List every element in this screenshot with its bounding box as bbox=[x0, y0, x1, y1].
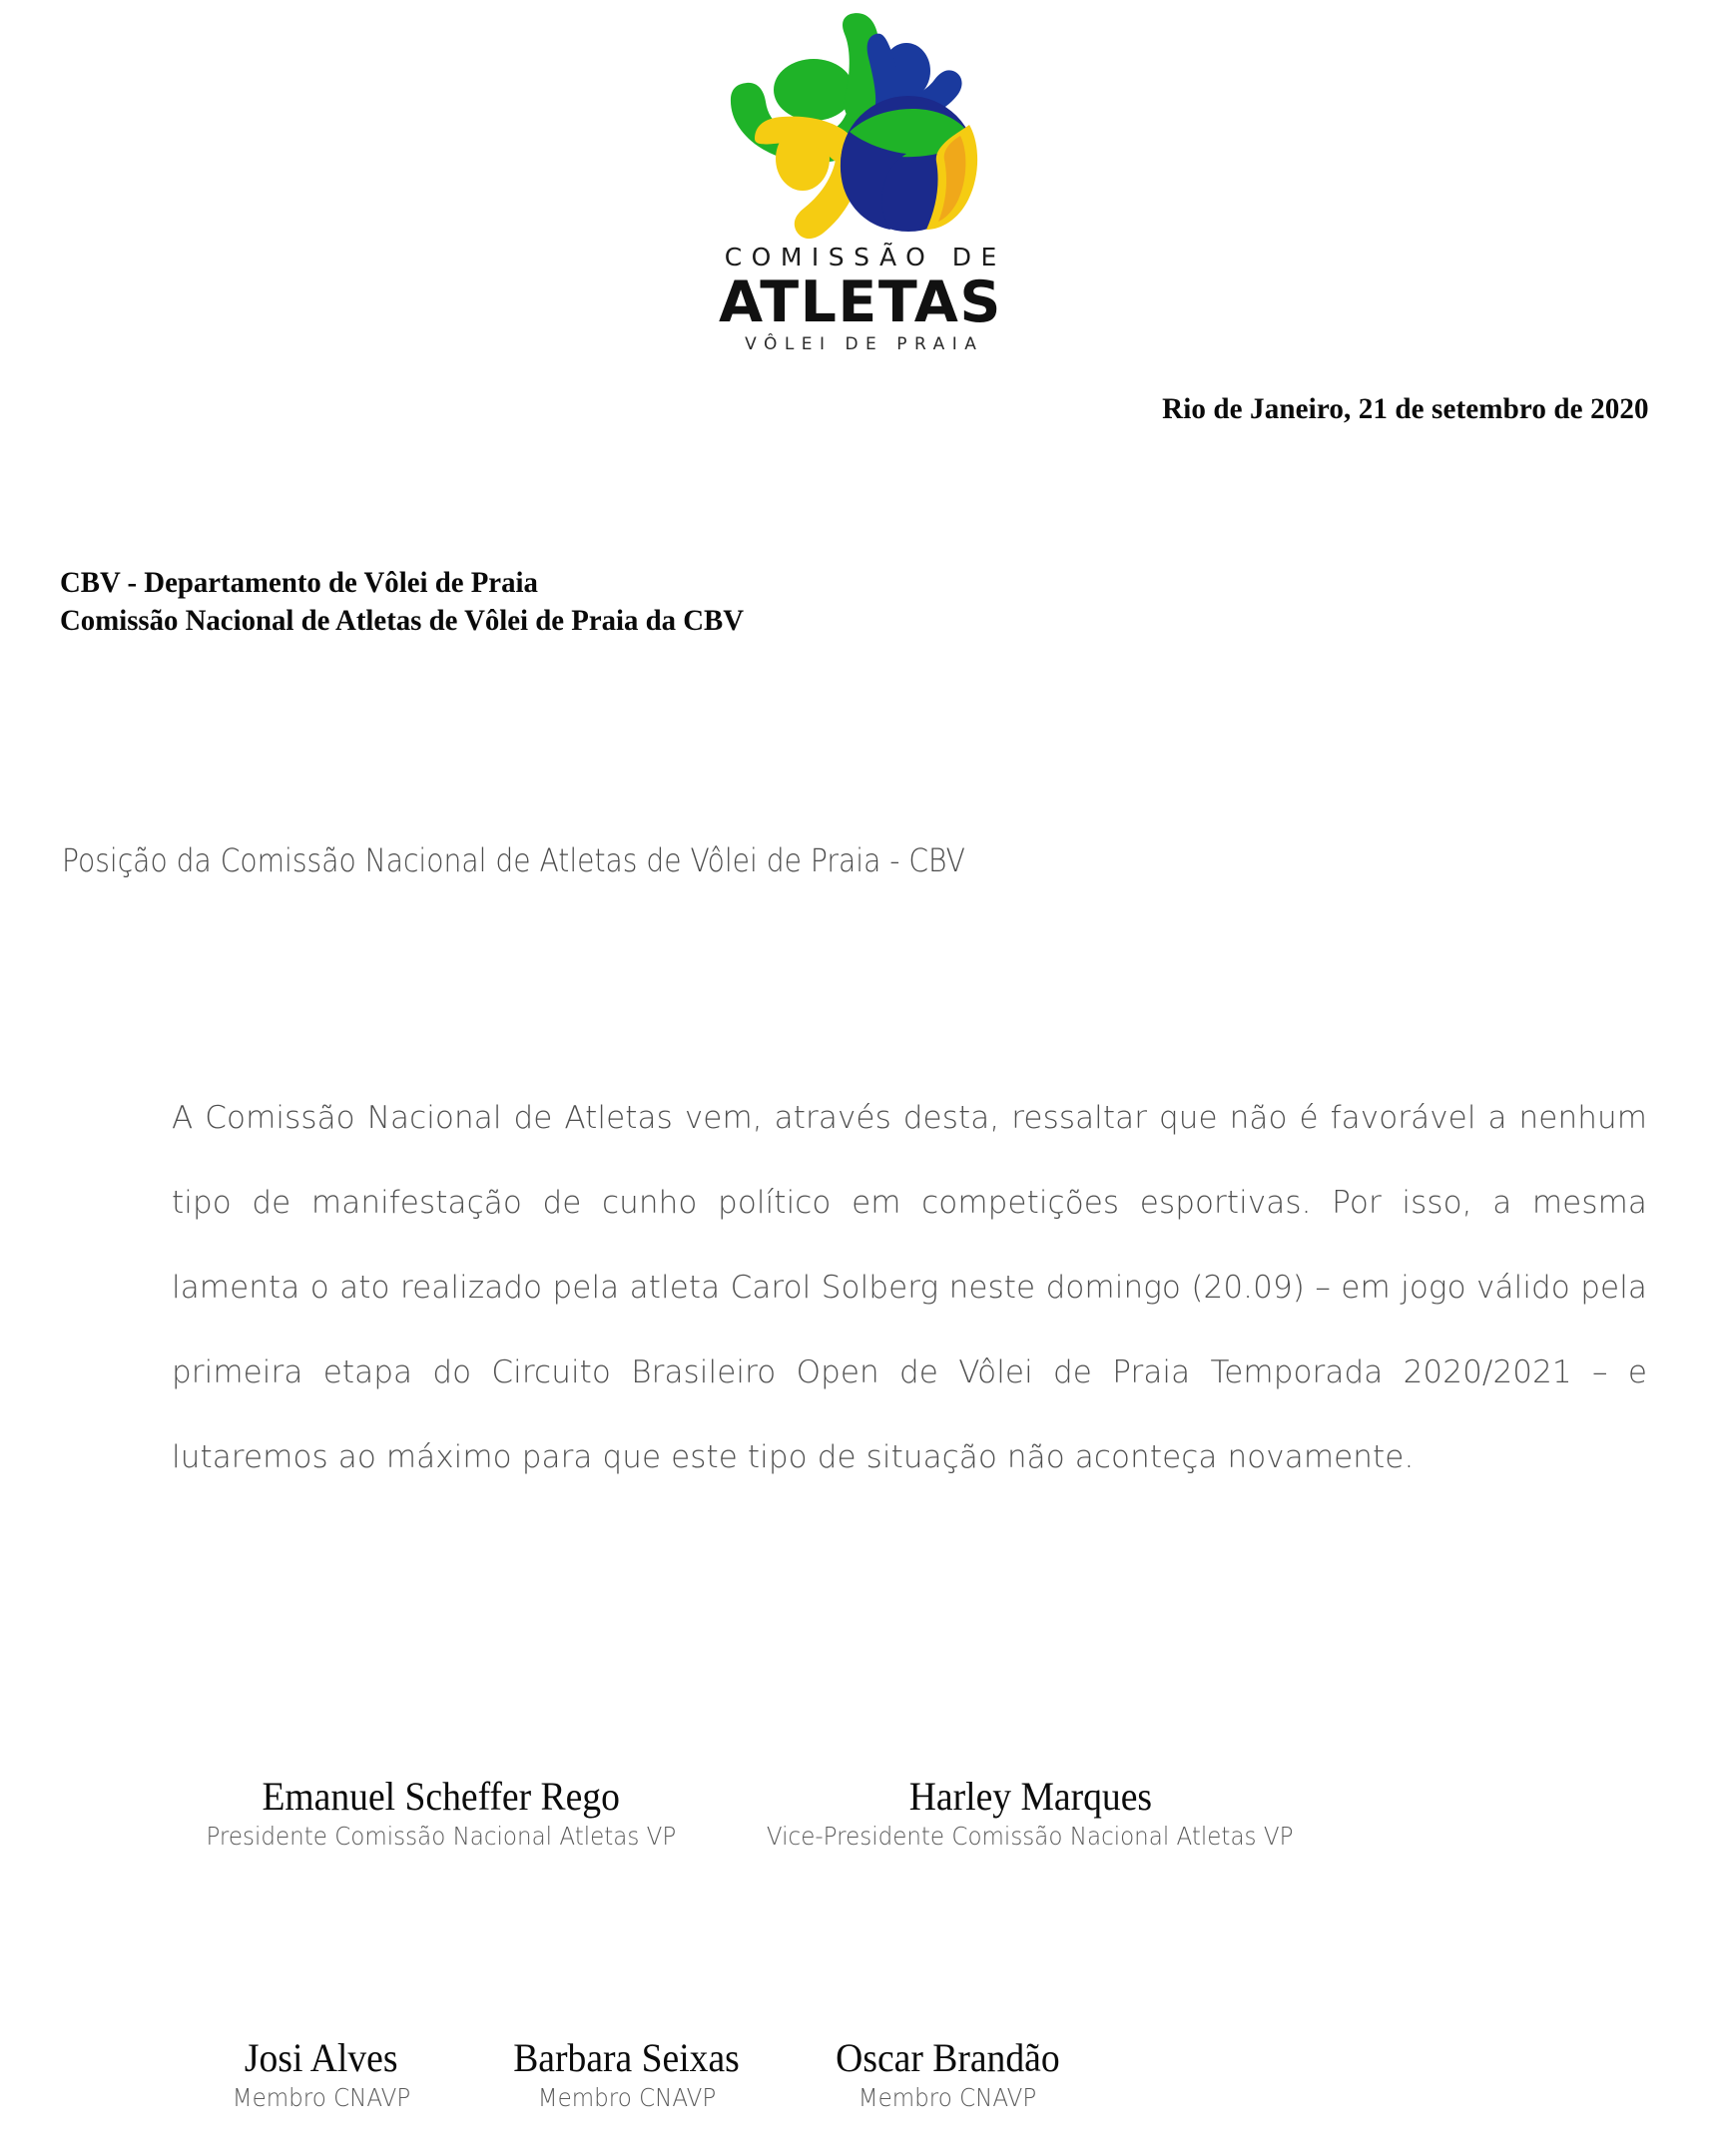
signature-name: Barbara Seixas bbox=[513, 2035, 741, 2080]
addressee-block bbox=[60, 564, 773, 641]
signature-title: Membro CNAVP bbox=[232, 2083, 411, 2113]
signature-row-members bbox=[172, 2036, 1589, 2112]
body-text bbox=[172, 1076, 1647, 1500]
signature-row-primary bbox=[172, 1775, 1569, 1851]
signature-name: Harley Marques bbox=[908, 1774, 1152, 1819]
signature-block bbox=[711, 1775, 1350, 1851]
signature-block bbox=[172, 2036, 471, 2112]
signature-title: Presidente Comissão Nacional Atletas VP bbox=[206, 1822, 677, 1852]
logo-line-volei-de-praia: VÔLEI DE PRAIA bbox=[745, 334, 984, 355]
subject-line: Posição da Comissão Nacional de Atletas de Vôlei de Praia - CBV bbox=[62, 841, 965, 879]
signature-block bbox=[783, 2036, 1112, 2112]
logo-wordmark bbox=[715, 245, 1006, 353]
organization-logo bbox=[0, 4, 1721, 353]
signature-block bbox=[172, 1775, 711, 1851]
addressee-line-2: Comissão Nacional de Atletas de Vôlei de Praia da CBV bbox=[60, 604, 745, 638]
comissao-de-atletas-logo-icon bbox=[711, 4, 1010, 249]
body-paragraph: A Comissão Nacional de Atletas vem, através desta, ressaltar que não é favorável a nenhum tipo de manifestação de cunho político em competições esportivas. Por isso, a mesma lamenta o ato realizado pela atleta Carol Solberg neste domingo (20.09) – em jogo válido pela primeira etapa do Circuito Brasileiro Open de Vôlei de Praia Temporada 2020/2021 – e lutaremos ao máximo para que este tipo de situação não aconteça novamente. bbox=[172, 1100, 1647, 1475]
signature-title: Vice-Presidente Comissão Nacional Atletas VP bbox=[767, 1822, 1294, 1852]
signature-name: Josi Alves bbox=[245, 2035, 398, 2080]
signature-title: Membro CNAVP bbox=[537, 2083, 717, 2113]
signature-title: Membro CNAVP bbox=[858, 2083, 1037, 2113]
logo-line-comissao-de: COMISSÃO DE bbox=[724, 243, 1006, 271]
signature-name: Oscar Brandão bbox=[835, 2035, 1060, 2080]
signature-name: Emanuel Scheffer Rego bbox=[262, 1774, 621, 1819]
date-line: Rio de Janeiro, 21 de setembro de 2020 bbox=[1162, 392, 1649, 425]
addressee-line-1: CBV - Departamento de Vôlei de Praia bbox=[60, 566, 538, 599]
signature-block bbox=[471, 2036, 783, 2112]
logo-line-atletas: ATLETAS bbox=[719, 270, 1002, 335]
